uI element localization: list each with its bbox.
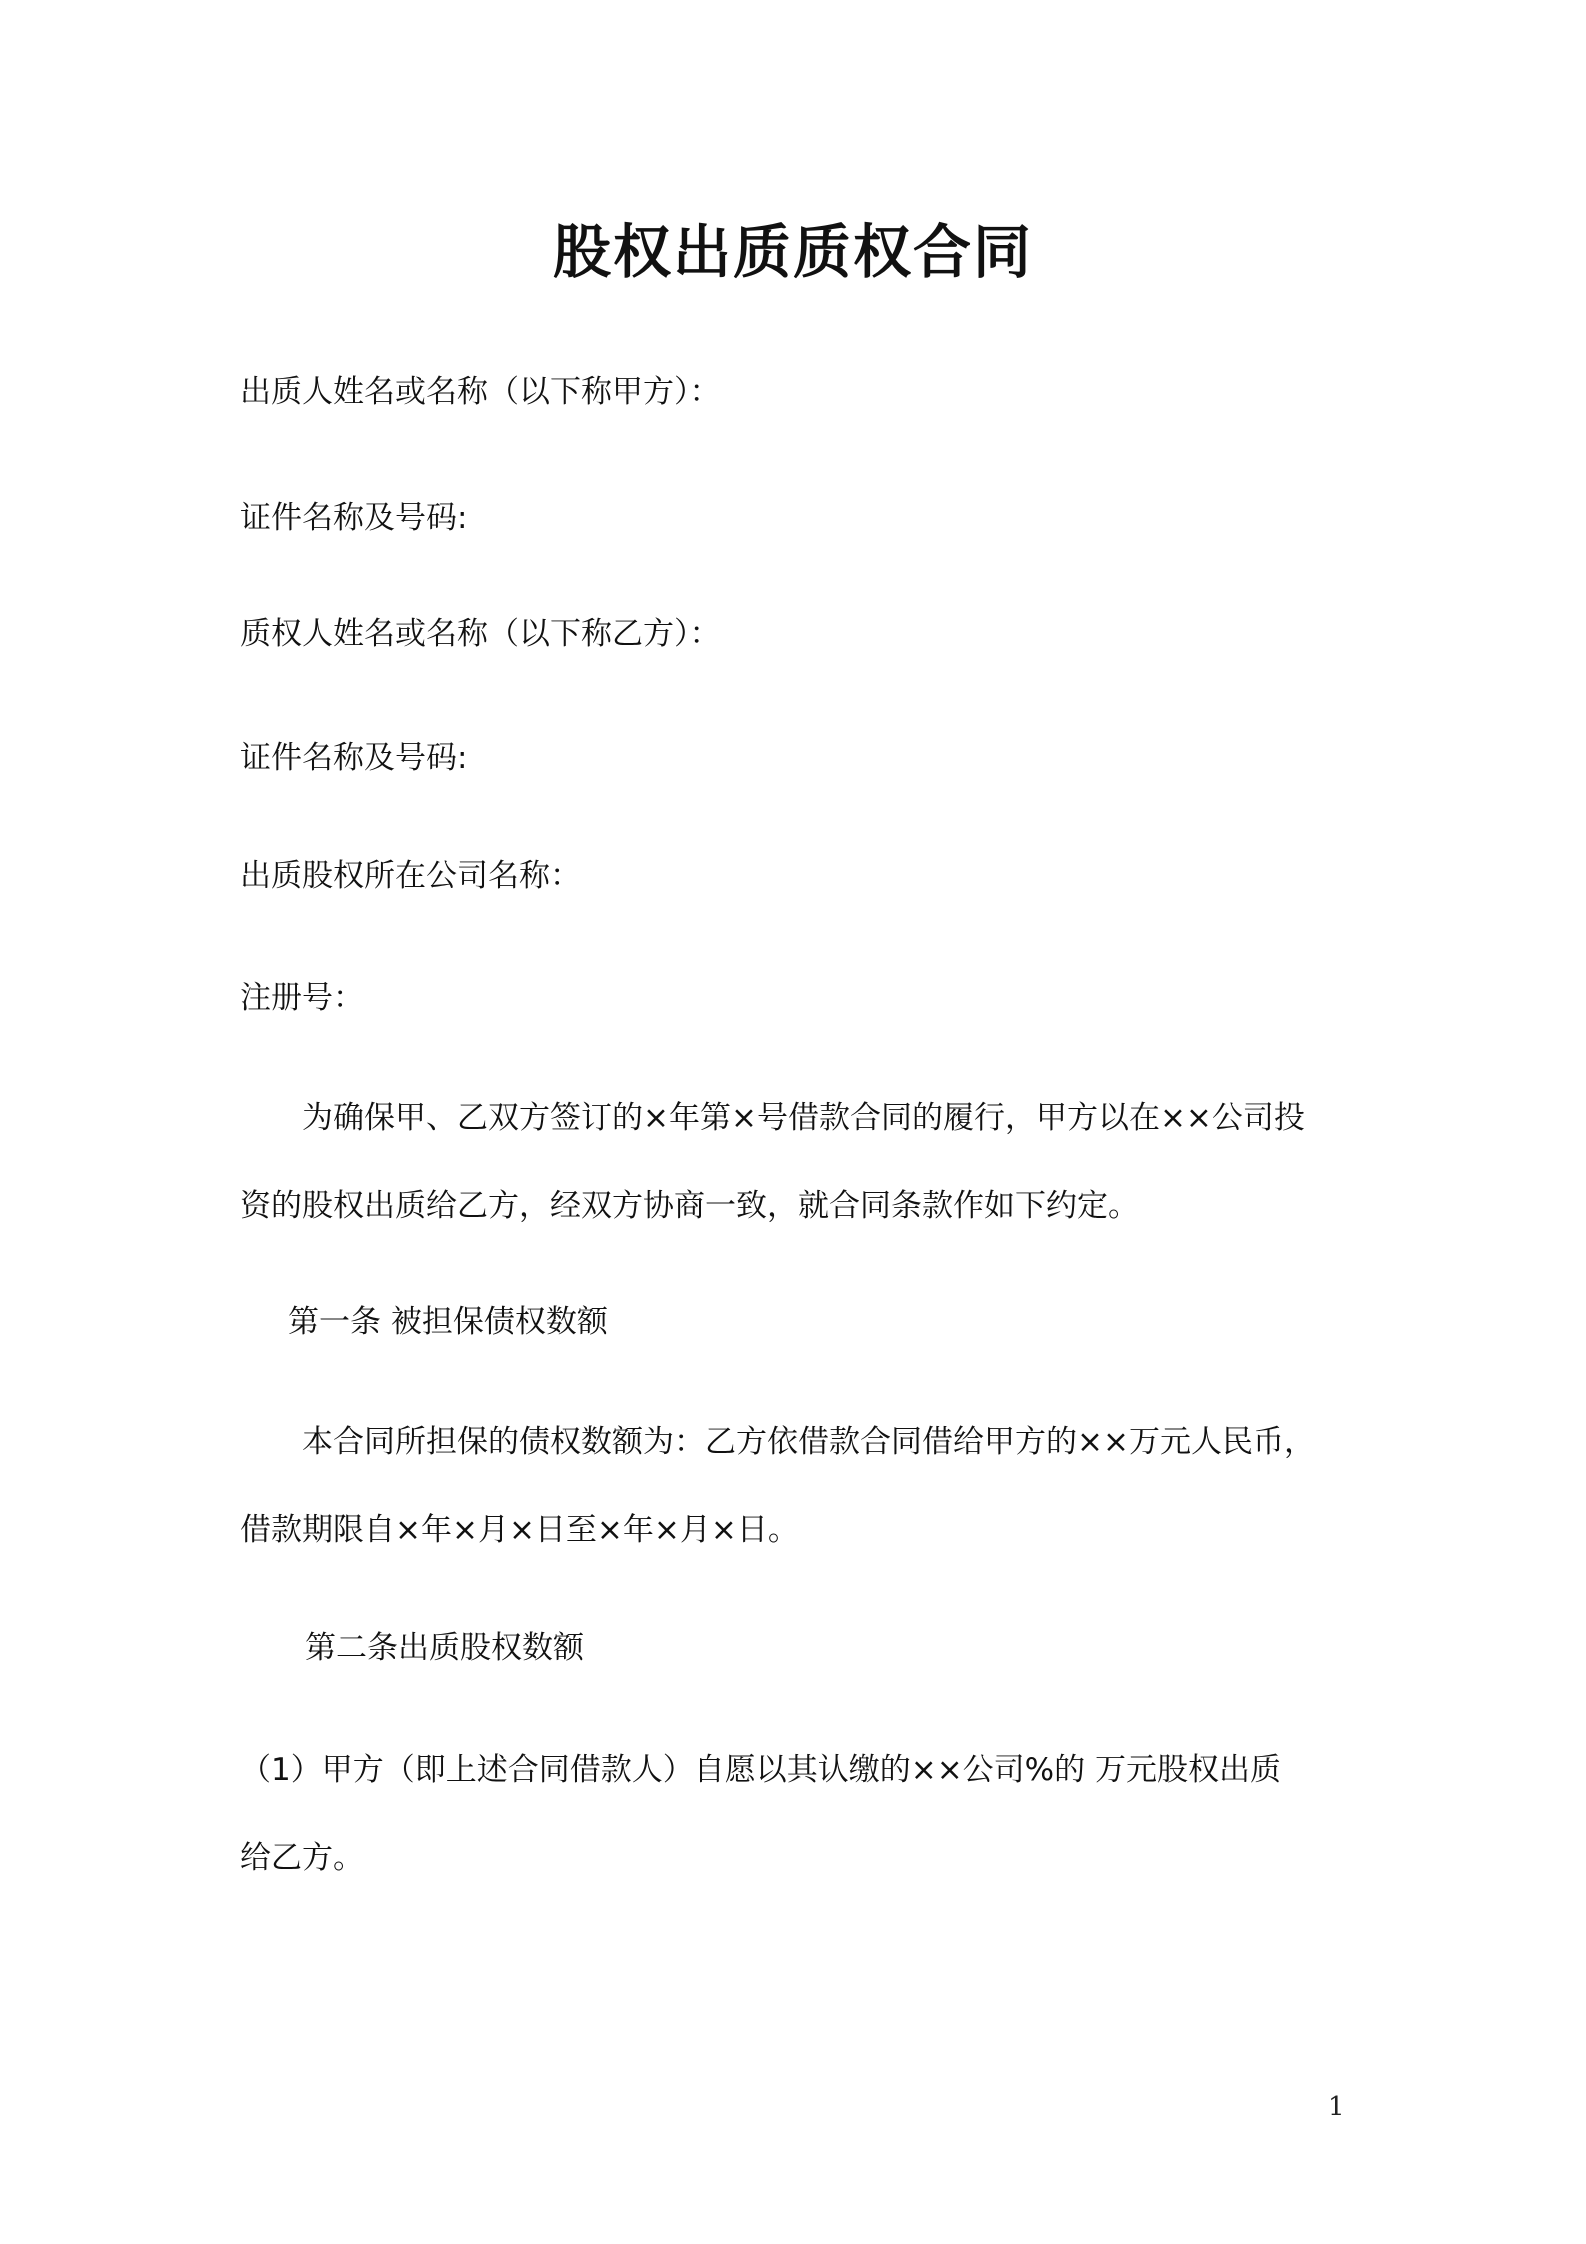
company-name-field: 出质股权所在公司名称： — [240, 858, 581, 894]
article-1-line-1: 本合同所担保的债权数额为：乙方依借款合同借给甲方的××万元人民币， — [302, 1424, 1315, 1460]
pledgor-id-field: 证件名称及号码: — [240, 500, 468, 536]
preamble-line-1: 为确保甲、乙双方签订的×年第×号借款合同的履行，甲方以在××公司投 — [302, 1100, 1305, 1136]
registration-number-field: 注册号： — [240, 980, 364, 1016]
article-1-line-2: 借款期限自×年×月×日至×年×月×日。 — [240, 1512, 799, 1548]
pledgor-name-field: 出质人姓名或名称（以下称甲方）： — [240, 374, 721, 410]
article-2-heading: 第二条出质股权数额 — [305, 1630, 584, 1666]
pledgee-name-field: 质权人姓名或名称（以下称乙方）： — [240, 616, 721, 652]
pledgee-id-field: 证件名称及号码: — [240, 740, 468, 776]
article-2-item-1-line-2: 给乙方。 — [240, 1840, 364, 1876]
preamble-line-2: 资的股权出质给乙方，经双方协商一致，就合同条款作如下约定。 — [240, 1188, 1139, 1224]
document-title: 股权出质质权合同 — [552, 218, 1033, 286]
article-2-item-1-line-1: （1）甲方（即上述合同借款人）自愿以其认缴的××公司%的 万元股权出质 — [240, 1752, 1281, 1788]
page-number: 1 — [1328, 2092, 1345, 2122]
article-1-heading: 第一条 被担保债权数额 — [288, 1304, 608, 1340]
